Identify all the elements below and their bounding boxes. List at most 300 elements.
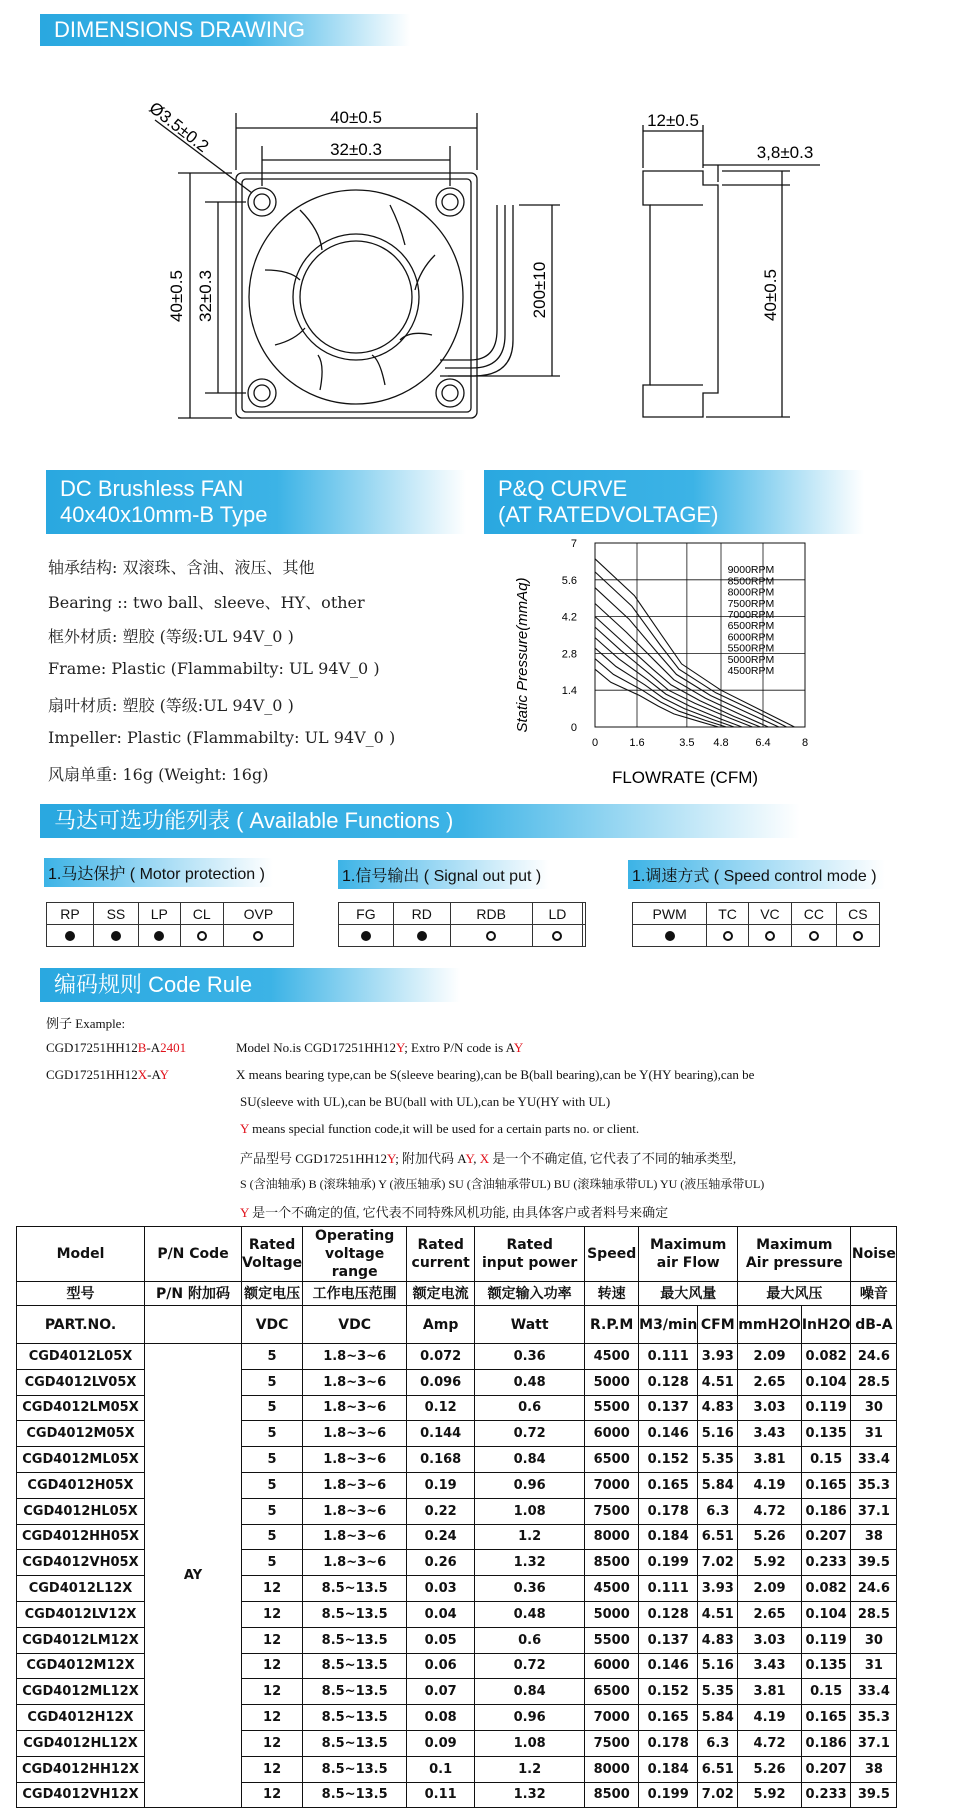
dim-side-height: 40±0.5 [761, 269, 780, 321]
table-cell: 3.03 [738, 1395, 802, 1421]
table-cell: 1.32 [475, 1550, 585, 1576]
table-cell: 3.93 [698, 1576, 738, 1602]
hollow-ring-icon [723, 931, 733, 941]
table-cell: 7.02 [698, 1782, 738, 1808]
table-cell: 8.5~13.5 [303, 1756, 407, 1782]
table-cell: 4500 [585, 1344, 639, 1370]
hollow-ring-icon [486, 931, 496, 941]
x-tick-label: 1.6 [629, 737, 645, 749]
option-mark [792, 925, 837, 947]
part-number-cell: CGD4012L05X [17, 1344, 145, 1370]
y-tick-label: 5.6 [561, 574, 577, 587]
table-cell: 31 [851, 1653, 897, 1679]
x-tick-label: 3.5 [679, 737, 695, 749]
motor-protection-table [46, 902, 294, 947]
filled-dot-icon [65, 931, 75, 941]
series-label: 5500RPM [727, 642, 775, 655]
table-cell: 5.16 [698, 1421, 738, 1447]
table-cell: 1.8~3~6 [303, 1421, 407, 1447]
section-dimensions-title: DIMENSIONS DRAWING [54, 17, 305, 42]
table-cell: 0.178 [639, 1730, 698, 1756]
part-number-cell: CGD4012LM12X [17, 1627, 145, 1653]
option-label: CL [180, 903, 223, 925]
part-number-cell: CGD4012ML05X [17, 1447, 145, 1473]
table-cell: 0.104 [801, 1601, 851, 1627]
table-cell: 5 [242, 1550, 303, 1576]
part-number-cell: CGD4012M05X [17, 1421, 145, 1447]
spec-frame-cn: 框外材质: 塑胶 (等级:UL 94V_0 ) [48, 627, 294, 646]
th-speed: Speed [585, 1227, 639, 1282]
table-cell: 3.81 [738, 1679, 802, 1705]
option-label: LP [139, 903, 181, 925]
table-cell: 30 [851, 1395, 897, 1421]
table-cell: 0.84 [475, 1447, 585, 1473]
pn-code-cell: AY [145, 1344, 242, 1808]
table-cell: 4.83 [698, 1627, 738, 1653]
table-cell: 4.19 [738, 1705, 802, 1731]
dim-outer-width: 40±0.5 [330, 108, 382, 127]
table-cell: 1.8~3~6 [303, 1550, 407, 1576]
table-cell: 5 [242, 1472, 303, 1498]
table-cell: 4500 [585, 1576, 639, 1602]
table-cell: 1.08 [475, 1730, 585, 1756]
table-cell: 7000 [585, 1472, 639, 1498]
option-label: PWM [633, 903, 707, 925]
table-cell: 0.36 [475, 1576, 585, 1602]
table-cell: 5 [242, 1524, 303, 1550]
table-cell: 0.199 [639, 1782, 698, 1808]
table-cell: 0.84 [475, 1679, 585, 1705]
dim-inner-width: 32±0.3 [330, 140, 382, 159]
option-label: TC [707, 903, 749, 925]
option-label [583, 903, 586, 925]
table-cell: 2.65 [738, 1369, 802, 1395]
cn-note-line3: Y 是一个不确定的值, 它代表不同特殊风机功能, 由具体客户或者料号来确定 [240, 1205, 669, 1220]
table-cell: 8.5~13.5 [303, 1653, 407, 1679]
part-number-cell: CGD4012H05X [17, 1472, 145, 1498]
table-cell: 3.03 [738, 1627, 802, 1653]
table-cell: 28.5 [851, 1369, 897, 1395]
table-cell: 0.082 [801, 1576, 851, 1602]
option-mark [836, 925, 879, 947]
part-number-cell: CGD4012LV05X [17, 1369, 145, 1395]
part-number-cell: CGD4012HH05X [17, 1524, 145, 1550]
table-cell: 0.178 [639, 1498, 698, 1524]
part-number-cell: CGD4012VH05X [17, 1550, 145, 1576]
table-cell: 5 [242, 1421, 303, 1447]
option-mark [180, 925, 223, 947]
option-mark [532, 925, 583, 947]
table-cell: 8.5~13.5 [303, 1705, 407, 1731]
table-cell: 8.5~13.5 [303, 1679, 407, 1705]
table-cell: 0.07 [407, 1679, 475, 1705]
table-cell: 5 [242, 1498, 303, 1524]
table-cell: 38 [851, 1756, 897, 1782]
table-cell: 5.35 [698, 1447, 738, 1473]
series-label: 7500RPM [727, 597, 775, 610]
table-cell: 12 [242, 1601, 303, 1627]
th-rated-current: Rated current [407, 1227, 475, 1282]
table-cell: 5.16 [698, 1653, 738, 1679]
side-dimension-drawing [620, 100, 880, 460]
series-label: 8000RPM [727, 586, 775, 599]
table-cell: 0.152 [639, 1679, 698, 1705]
option-mark [450, 925, 532, 947]
table-cell: 0.119 [801, 1395, 851, 1421]
motor-protection-title: 1.马达保护 ( Motor protection ) [44, 858, 273, 887]
table-cell: 28.5 [851, 1601, 897, 1627]
option-mark [223, 925, 293, 947]
table-cell: 30 [851, 1627, 897, 1653]
table-cell: 0.72 [475, 1653, 585, 1679]
table-cell: 0.082 [801, 1344, 851, 1370]
table-cell: 0.15 [801, 1679, 851, 1705]
table-cell: 6500 [585, 1447, 639, 1473]
table-cell: 0.199 [639, 1550, 698, 1576]
table-cell: 6.51 [698, 1524, 738, 1550]
table-cell: 0.137 [639, 1395, 698, 1421]
table-cell: 0.04 [407, 1601, 475, 1627]
part-number-cell: CGD4012M12X [17, 1653, 145, 1679]
chart-y-axis-label: Static Pressure(mmAq) [514, 577, 531, 733]
cn-note-line2: S (含油轴承) B (滚珠轴承) Y (液压轴承) SU (含油轴承带UL) BU (滚珠轴承带UL) YU (液压轴承带UL) [240, 1177, 765, 1191]
cn-header-row: 型号 P/N 附加码 额定电压 工作电压范围 额定电流 额定输入功率 转速 最大风量 最大风压 噪音 [17, 1282, 897, 1306]
hollow-ring-icon [853, 931, 863, 941]
table-cell: 1.2 [475, 1524, 585, 1550]
y-meaning: Y means special function code,it will be used for a certain parts no. or client. [240, 1121, 640, 1136]
option-label: VC [748, 903, 791, 925]
table-cell: 35.3 [851, 1705, 897, 1731]
table-cell: 0.144 [407, 1421, 475, 1447]
option-label: CS [836, 903, 879, 925]
table-cell: 0.165 [801, 1472, 851, 1498]
y-tick-label: 2.8 [561, 648, 577, 661]
table-cell: 8500 [585, 1782, 639, 1808]
table-cell: 0.19 [407, 1472, 475, 1498]
units-row: PART.NO. VDC VDC Amp Watt R.P.M M3/min CFM mmH2O InH2O dB-A [17, 1306, 897, 1344]
table-cell: 8000 [585, 1756, 639, 1782]
y-tick-label: 0 [570, 722, 577, 734]
table-cell: 5.35 [698, 1679, 738, 1705]
table-cell: 5.92 [738, 1782, 802, 1808]
part-number-cell: CGD4012L12X [17, 1576, 145, 1602]
table-cell: 2.09 [738, 1344, 802, 1370]
option-label: RD [393, 903, 450, 925]
table-cell: 0.111 [639, 1344, 698, 1370]
table-cell: 1.08 [475, 1498, 585, 1524]
table-cell: 0.119 [801, 1627, 851, 1653]
speed-control-table [632, 902, 880, 947]
fan-title-line2: 40x40x10mm-B Type [60, 502, 268, 527]
table-cell: 0.135 [801, 1421, 851, 1447]
table-cell: 5.26 [738, 1756, 802, 1782]
table-cell: 0.135 [801, 1653, 851, 1679]
table-cell: 5.92 [738, 1550, 802, 1576]
table-cell: 0.1 [407, 1756, 475, 1782]
spec-impeller-cn: 扇叶材质: 塑胶 (等级:UL 94V_0 ) [48, 696, 294, 715]
table-cell: 5000 [585, 1369, 639, 1395]
th-rated-voltage: Rated Voltage [242, 1227, 303, 1282]
table-cell: 3.81 [738, 1447, 802, 1473]
table-cell: 1.8~3~6 [303, 1472, 407, 1498]
table-cell: 7.02 [698, 1550, 738, 1576]
hollow-ring-icon [197, 931, 207, 941]
table-cell: 0.207 [801, 1756, 851, 1782]
signal-output-title: 1.信号输出 ( Signal out put ) [338, 860, 549, 889]
x-tick-label: 0 [591, 737, 599, 749]
part-number-cell: CGD4012LM05X [17, 1395, 145, 1421]
section-pq-band [484, 470, 864, 534]
table-cell: 1.8~3~6 [303, 1344, 407, 1370]
table-cell: 0.111 [639, 1576, 698, 1602]
table-cell: 0.137 [639, 1627, 698, 1653]
cn-note-line1: 产品型号 CGD17251HH12Y; 附加代码 AY, X 是一个不确定值, 它代表了不同的轴承类型, [240, 1151, 737, 1166]
y-tick-label: 7 [570, 538, 577, 550]
section-dimensions-band [40, 14, 410, 46]
filled-dot-icon [111, 931, 121, 941]
table-cell: 12 [242, 1756, 303, 1782]
series-label: 6500RPM [727, 620, 775, 633]
section-fan-band [46, 470, 466, 534]
table-cell: 0.104 [801, 1369, 851, 1395]
table-cell: 6.3 [698, 1498, 738, 1524]
table-cell: 5 [242, 1395, 303, 1421]
table-cell: 0.184 [639, 1524, 698, 1550]
table-cell: 0.12 [407, 1395, 475, 1421]
speed-control-title: 1.调速方式 ( Speed control mode ) [628, 860, 885, 889]
x-meaning-line1: X means bearing type,can be S(sleeve bearing),can be B(ball bearing),can be Y(HY bearing),can be [236, 1067, 755, 1082]
part-number-cell: CGD4012HL12X [17, 1730, 145, 1756]
y-tick-label: 1.4 [561, 685, 577, 698]
dim-hole-diameter: Ø3.5±0.2 [145, 98, 213, 157]
table-row [17, 1344, 897, 1370]
spec-impeller-en: Impeller: Plastic (Flammabilty: UL 94V_0 ) [48, 728, 396, 747]
table-cell: 0.08 [407, 1705, 475, 1731]
fan-title-line1: DC Brushless FAN [60, 476, 244, 501]
table-cell: 0.36 [475, 1344, 585, 1370]
table-cell: 0.03 [407, 1576, 475, 1602]
table-cell: 1.8~3~6 [303, 1369, 407, 1395]
front-dimension-drawing [0, 60, 600, 460]
option-label: FG [339, 903, 394, 925]
table-cell: 6.51 [698, 1756, 738, 1782]
x-tick-label: 8 [801, 737, 809, 749]
pq-title-line2: (AT RATEDVOLTAGE) [498, 502, 719, 527]
table-cell: 1.32 [475, 1782, 585, 1808]
option-mark [393, 925, 450, 947]
part-number-cell: CGD4012HL05X [17, 1498, 145, 1524]
dim-inner-height: 32±0.3 [196, 270, 215, 322]
spec-table [16, 1226, 897, 1808]
table-cell: 0.184 [639, 1756, 698, 1782]
hollow-ring-icon [253, 931, 263, 941]
dim-side-step: 3,8±0.3 [756, 143, 814, 162]
table-cell: 0.6 [475, 1395, 585, 1421]
table-cell: 12 [242, 1782, 303, 1808]
part-number-cell: CGD4012H12X [17, 1705, 145, 1731]
part-number-cell: CGD4012VH12X [17, 1782, 145, 1808]
table-cell: 7500 [585, 1498, 639, 1524]
table-cell: 4.72 [738, 1498, 802, 1524]
table-cell: 31 [851, 1421, 897, 1447]
table-cell: 0.48 [475, 1601, 585, 1627]
filled-dot-icon [665, 931, 675, 941]
spec-frame-en: Frame: Plastic (Flammabilty: UL 94V_0 ) [48, 659, 380, 678]
example-1: CGD17251HH12B-A2401 [46, 1040, 187, 1055]
hollow-ring-icon [765, 931, 775, 941]
table-cell: 8.5~13.5 [303, 1601, 407, 1627]
table-cell: 39.5 [851, 1782, 897, 1808]
option-mark [47, 925, 94, 947]
table-cell: 0.152 [639, 1447, 698, 1473]
dim-outer-height: 40±0.5 [167, 270, 186, 322]
section-functions-title: 马达可选功能列表 ( Available Functions ) [54, 808, 454, 833]
series-line-5500RPM [595, 648, 734, 727]
th-operating-voltage: Operating voltage range [303, 1227, 407, 1282]
table-cell: 4.72 [738, 1730, 802, 1756]
table-cell: 2.09 [738, 1576, 802, 1602]
table-cell: 0.146 [639, 1653, 698, 1679]
table-cell: 8.5~13.5 [303, 1730, 407, 1756]
table-cell: 0.165 [801, 1705, 851, 1731]
table-cell: 7500 [585, 1730, 639, 1756]
part-number-cell: CGD4012LV12X [17, 1601, 145, 1627]
series-label: 6000RPM [727, 631, 775, 644]
option-label: CC [792, 903, 837, 925]
series-label: 4500RPM [727, 665, 775, 678]
table-cell: 0.128 [639, 1601, 698, 1627]
table-cell: 3.43 [738, 1421, 802, 1447]
table-cell: 33.4 [851, 1679, 897, 1705]
table-cell: 12 [242, 1679, 303, 1705]
table-cell: 0.96 [475, 1705, 585, 1731]
table-cell: 3.43 [738, 1653, 802, 1679]
example-label: 例子 Example: [46, 1016, 126, 1031]
table-cell: 0.09 [407, 1730, 475, 1756]
option-mark [139, 925, 181, 947]
th-air-pressure: Maximum Air pressure [738, 1227, 851, 1282]
series-label: 7000RPM [727, 609, 775, 622]
section-code-title: 编码规则 Code Rule [54, 972, 253, 997]
signal-output-table [338, 902, 586, 947]
table-cell: 5.84 [698, 1472, 738, 1498]
series-label: 5000RPM [727, 653, 775, 666]
option-label: OVP [223, 903, 293, 925]
table-cell: 4.83 [698, 1395, 738, 1421]
table-cell: 5 [242, 1344, 303, 1370]
table-cell: 35.3 [851, 1472, 897, 1498]
table-cell: 0.096 [407, 1369, 475, 1395]
table-cell: 6500 [585, 1679, 639, 1705]
pq-title-line1: P&Q CURVE [498, 476, 628, 501]
spec-bearing-en: Bearing :: two ball、sleeve、HY、other [48, 593, 365, 612]
table-cell: 37.1 [851, 1498, 897, 1524]
table-cell: 4.51 [698, 1369, 738, 1395]
th-noise: Noise [851, 1227, 897, 1282]
table-cell: 5500 [585, 1395, 639, 1421]
table-cell: 0.05 [407, 1627, 475, 1653]
table-cell: 7000 [585, 1705, 639, 1731]
table-cell: 8500 [585, 1550, 639, 1576]
table-cell: 0.186 [801, 1498, 851, 1524]
table-cell: 24.6 [851, 1576, 897, 1602]
option-mark [583, 925, 586, 947]
table-cell: 0.233 [801, 1550, 851, 1576]
table-cell: 0.11 [407, 1782, 475, 1808]
table-cell: 0.26 [407, 1550, 475, 1576]
option-mark [93, 925, 138, 947]
table-cell: 0.24 [407, 1524, 475, 1550]
table-cell: 12 [242, 1576, 303, 1602]
section-code-band [40, 968, 460, 1002]
th-pn-code: P/N Code [145, 1227, 242, 1282]
x-meaning-line2: SU(sleeve with UL),can be BU(ball with UL),can be YU(HY with UL) [240, 1094, 611, 1109]
series-label: 8500RPM [727, 575, 775, 588]
table-cell: 0.072 [407, 1344, 475, 1370]
table-cell: 0.128 [639, 1369, 698, 1395]
table-cell: 38 [851, 1524, 897, 1550]
option-mark [339, 925, 394, 947]
table-cell: 12 [242, 1730, 303, 1756]
table-cell: 5.26 [738, 1524, 802, 1550]
part-number-cell: CGD4012HH12X [17, 1756, 145, 1782]
table-cell: 4.19 [738, 1472, 802, 1498]
spec-bearing-cn: 轴承结构: 双滚珠、含油、液压、其他 [48, 558, 315, 577]
table-cell: 12 [242, 1653, 303, 1679]
option-mark [633, 925, 707, 947]
th-model: Model [17, 1227, 145, 1282]
part-number-cell: CGD4012ML12X [17, 1679, 145, 1705]
table-cell: 4.51 [698, 1601, 738, 1627]
table-cell: 5.84 [698, 1705, 738, 1731]
table-cell: 24.6 [851, 1344, 897, 1370]
table-cell: 5 [242, 1447, 303, 1473]
section-functions-band [40, 804, 800, 838]
table-cell: 0.48 [475, 1369, 585, 1395]
table-cell: 3.93 [698, 1344, 738, 1370]
hollow-ring-icon [552, 931, 562, 941]
table-cell: 8.5~13.5 [303, 1576, 407, 1602]
y-tick-label: 4.2 [561, 611, 577, 624]
table-cell: 0.72 [475, 1421, 585, 1447]
model-note: Model No.is CGD17251HH12Y; Extro P/N code is AY [236, 1040, 524, 1055]
series-label: 9000RPM [727, 564, 775, 577]
table-cell: 5500 [585, 1627, 639, 1653]
table-cell: 0.233 [801, 1782, 851, 1808]
table-cell: 8000 [585, 1524, 639, 1550]
table-cell: 12 [242, 1627, 303, 1653]
spec-weight: 风扇单重: 16g (Weight: 16g) [48, 765, 269, 784]
table-cell: 0.165 [639, 1472, 698, 1498]
table-cell: 2.65 [738, 1601, 802, 1627]
option-label: SS [93, 903, 138, 925]
table-cell: 12 [242, 1705, 303, 1731]
dim-side-width: 12±0.5 [647, 111, 699, 130]
table-cell: 0.186 [801, 1730, 851, 1756]
table-cell: 0.96 [475, 1472, 585, 1498]
table-cell: 1.2 [475, 1756, 585, 1782]
option-mark [748, 925, 791, 947]
table-cell: 0.06 [407, 1653, 475, 1679]
table-cell: 0.168 [407, 1447, 475, 1473]
table-cell: 8.5~13.5 [303, 1782, 407, 1808]
table-cell: 1.8~3~6 [303, 1498, 407, 1524]
example-2: CGD17251HH12X-AY [46, 1067, 170, 1082]
table-cell: 6.3 [698, 1730, 738, 1756]
table-cell: 37.1 [851, 1730, 897, 1756]
option-label: RP [47, 903, 94, 925]
option-label: RDB [450, 903, 532, 925]
